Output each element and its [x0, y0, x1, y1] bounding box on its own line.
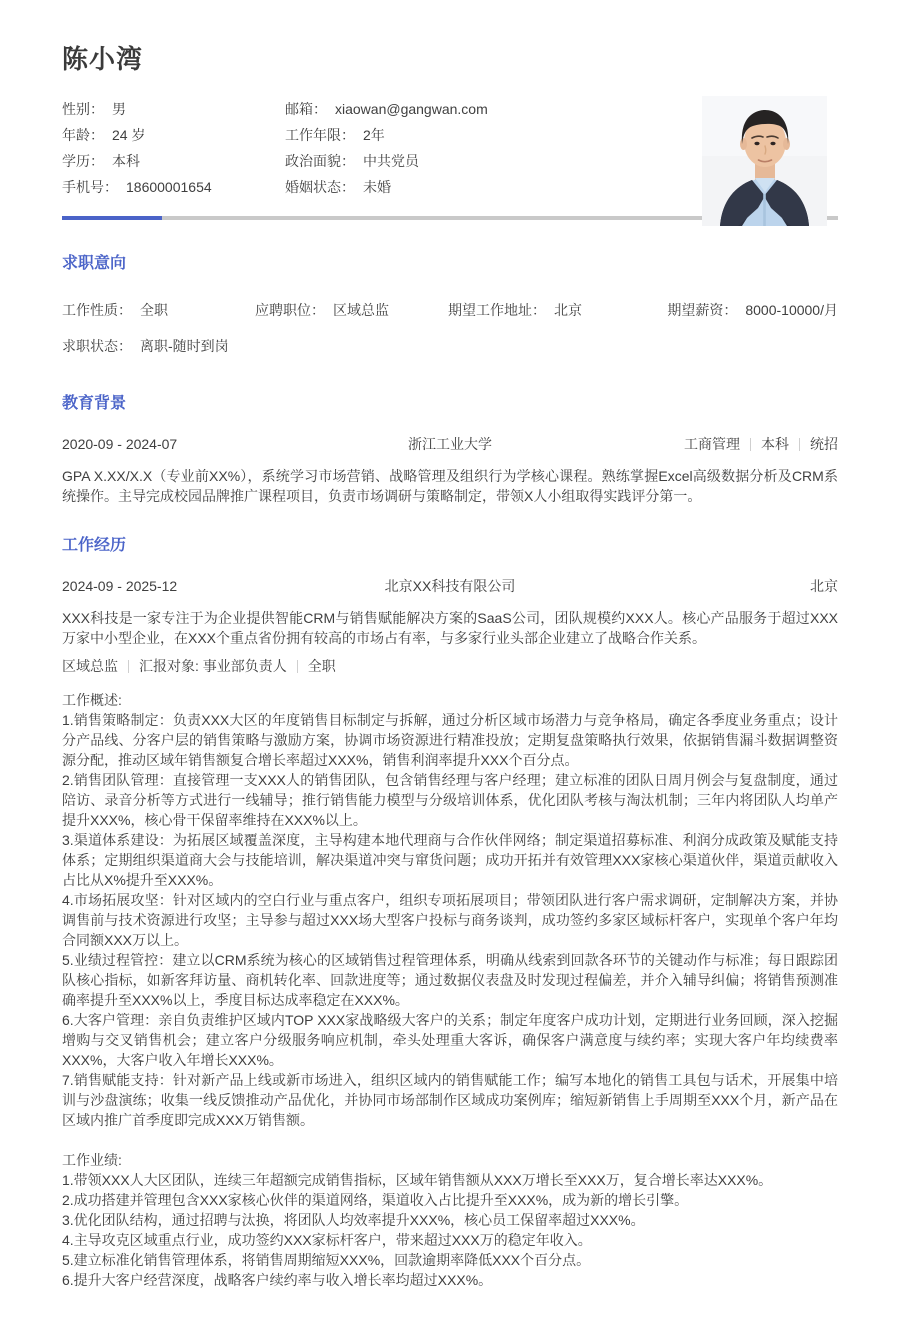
gender-value: 男 [112, 101, 126, 117]
phone-field [62, 174, 285, 200]
age-value: 24 岁 [112, 127, 146, 143]
target-position-label: 应聘职位： [255, 302, 325, 318]
work-company: 北京XX科技有限公司 [384, 578, 516, 594]
work-overview-item: 3.渠道体系建设：为拓展区域覆盖深度，主导构建本地代理商与合作伙伴网络；制定渠道招募标准、利润分成政策及赋能支持体系；定期组织渠道商大会与技能培训，解决渠道冲突与窜货问题；成功开拓并有效管理XXX家核心渠道伙伴，渠道贡献收入占比从X%提升至XXX%。 [62, 832, 838, 888]
work-achievements-title: 工作业绩: [62, 1152, 122, 1168]
work-period: 2024-09 - 2025-12 [62, 578, 178, 594]
email-label: 邮箱： [285, 101, 327, 117]
work-overview-item: 4.市场拓展攻坚：针对区域内的空白行业与重点客户，组织专项拓展项目；带领团队进行客户需求调研，定制解决方案，并协调售前与技术资源进行攻坚；主导参与超过XXX场大型客户投标与商务谈判，成功签约多家区域标杆客户，实现单个客户年均合同额XXX万以上。 [62, 892, 838, 948]
profile-photo [702, 96, 827, 226]
target-position-value: 区域总监 [333, 302, 389, 318]
work-overview-item: 2.销售团队管理：直接管理一支XXX人的销售团队，包含销售经理与客户经理；建立标准的团队日周月例会与复盘制度，通过陪访、录音分析等方式进行一线辅导；推行销售能力模型与分级培训体系，优化团队考核与淘汰机制；三年内将团队人均单产提升XXX%，核心骨干保留率维持在XXX%以上。 [62, 772, 838, 828]
job-intent-row-2 [62, 336, 838, 356]
work-city: 北京 [810, 578, 838, 594]
work-report-to: 汇报对象: 事业部负责人 [139, 658, 287, 674]
gender-field [62, 96, 285, 122]
experience-years-value: 2年 [363, 127, 385, 143]
tag-separator [750, 438, 751, 451]
target-location-value: 北京 [554, 302, 582, 318]
email-field [285, 96, 622, 122]
education-degree: 本科 [761, 436, 789, 452]
header-divider-accent [62, 216, 162, 220]
degree-label: 学历： [62, 153, 104, 169]
gender-label: 性别： [62, 101, 104, 117]
work-overview-item: 5.业绩过程管控：建立以CRM系统为核心的区域销售过程管理体系，明确从线索到回款各环节的关键动作与标准；每日跟踪团队核心指标，如新客拜访量、商机转化率、回款进度等；通过数据仪表盘及时发现过程偏差，并介入辅导纠偏；将销售预测准确率提升至XXX%以上，季度目标达成率稳定在XXX%。 [62, 952, 838, 1008]
job-status-field [62, 336, 229, 356]
expected-salary-value: 8000-10000/月 [745, 302, 838, 318]
tag-separator [128, 660, 129, 673]
resume-page [0, 44, 900, 1319]
experience-years-label: 工作年限： [285, 127, 355, 143]
candidate-name: 陈小湾 [62, 44, 144, 74]
political-status-value: 中共党员 [363, 153, 419, 169]
work-overview-title: 工作概述: [62, 692, 122, 708]
tag-separator [297, 660, 298, 673]
age-field [62, 122, 285, 148]
profile-photo-illustration [702, 96, 827, 226]
job-type-value: 全职 [140, 302, 168, 318]
work-role-title: 区域总监 [62, 658, 118, 674]
political-status-field [285, 148, 622, 174]
work-achievement-item: 5.建立标准化销售管理体系，将销售周期缩短XXX%，回款逾期率降低XXX个百分点。 [62, 1252, 591, 1268]
experience-years-field [285, 122, 622, 148]
work-overview-item: 1.销售策略制定：负责XXX大区的年度销售目标制定与拆解，通过分析区域市场潜力与竞争格局，确定各季度业务重点；设计分产品线、分客户层的销售策略与激励方案，协调市场资源进行精准投放；定期复盘策略执行效果，依据销售漏斗数据调整资源分配，推动区域年销售额复合增长率超过XXX%，销售利润率提升XXX个百分点。 [62, 712, 838, 768]
section-title-job-intent: 求职意向 [62, 255, 127, 272]
job-status-value: 离职-随时到岗 [140, 338, 229, 354]
email-value: xiaowan@gangwan.com [335, 101, 488, 117]
job-type-label: 工作性质： [62, 302, 132, 318]
work-overview-block [62, 690, 838, 1130]
basic-info-right-column [285, 96, 622, 200]
section-title-education: 教育背景 [62, 395, 127, 412]
education-header-row [62, 434, 838, 454]
job-intent-row-1 [62, 300, 838, 320]
work-achievement-item: 4.主导攻克区域重点行业，成功签约XXX家标杆客户，带来超过XXX万的稳定年收入。 [62, 1232, 592, 1248]
work-achievement-item: 1.带领XXX人大区团队，连续三年超额完成销售指标，区域年销售额从XXX万增长至XXX万，复合增长率达XXX%。 [62, 1172, 773, 1188]
tag-separator [799, 438, 800, 451]
education-major: 工商管理 [684, 436, 740, 452]
target-position-field [255, 300, 448, 320]
education-school: 浙江工业大学 [408, 436, 492, 452]
age-label: 年龄： [62, 127, 104, 143]
education-enrollment-type: 统招 [810, 436, 838, 452]
marital-status-field [285, 174, 622, 200]
work-role-row [62, 656, 838, 676]
company-intro: XXX科技是一家专注于为企业提供智能CRM与销售赋能解决方案的SaaS公司，团队规模约XXX人。核心产品服务于超过XXX万家中小型企业，在XXX个重点省份拥有较高的市场占有率，与多家行业头部企业建立了战略合作关系。 [62, 610, 838, 646]
work-header-row [62, 576, 838, 596]
education-description: GPA X.XX/X.X（专业前XX%），系统学习市场营销、战略管理及组织行为学核心课程。熟练掌握Excel高级数据分析及CRM系统操作。主导完成校园品牌推广课程项目，负责市场调研与策略制定，带领X人小组取得实践评分第一。 [62, 468, 838, 504]
work-overview-item: 7.销售赋能支持：针对新产品上线或新市场进入，组织区域内的销售赋能工作；编写本地化的销售工具包与话术，开展集中培训与沙盘演练；收集一线反馈推动产品优化，并协同市场部制作区域成功案例库；缩短新销售上手周期至XXX个月，新产品在区域内推广首季度即完成XXX万销售额。 [62, 1072, 838, 1128]
work-achievement-item: 2.成功搭建并管理包含XXX家核心伙伴的渠道网络，渠道收入占比提升至XXX%，成为新的增长引擎。 [62, 1192, 689, 1208]
marital-status-value: 未婚 [363, 179, 391, 195]
section-title-work-experience: 工作经历 [62, 537, 127, 554]
basic-info [62, 96, 622, 200]
work-achievements-block [62, 1150, 838, 1290]
work-achievement-item: 6.提升大客户经营深度，战略客户续约率与收入增长率均超过XXX%。 [62, 1272, 493, 1288]
political-status-label: 政治面貌： [285, 153, 355, 169]
phone-value: 18600001654 [126, 179, 212, 195]
target-location-label: 期望工作地址： [448, 302, 546, 318]
job-status-label: 求职状态： [62, 338, 132, 354]
target-location-field [448, 300, 641, 320]
basic-info-left-column [62, 96, 285, 200]
expected-salary-field [667, 300, 838, 320]
expected-salary-label: 期望薪资： [667, 302, 738, 318]
education-period: 2020-09 - 2024-07 [62, 436, 178, 452]
phone-label: 手机号： [62, 179, 118, 195]
education-tags [684, 434, 838, 454]
degree-value: 本科 [112, 153, 140, 169]
work-overview-item: 6.大客户管理：亲自负责维护区域内TOP XXX家战略级大客户的关系；制定年度客户成功计划，定期进行业务回顾，深入挖掘增购与交叉销售机会；建立客户分级服务响应机制，牵头处理重大客诉，确保客户满意度与续约率；实现大客户年均续费率XXX%，大客户收入年增长XXX%。 [62, 1012, 838, 1068]
marital-status-label: 婚姻状态： [285, 179, 355, 195]
degree-field [62, 148, 285, 174]
work-employment-type: 全职 [307, 658, 336, 674]
work-achievement-item: 3.优化团队结构，通过招聘与汰换，将团队人均效率提升XXX%，核心员工保留率超过XXX%。 [62, 1212, 645, 1228]
job-type-field [62, 300, 255, 320]
